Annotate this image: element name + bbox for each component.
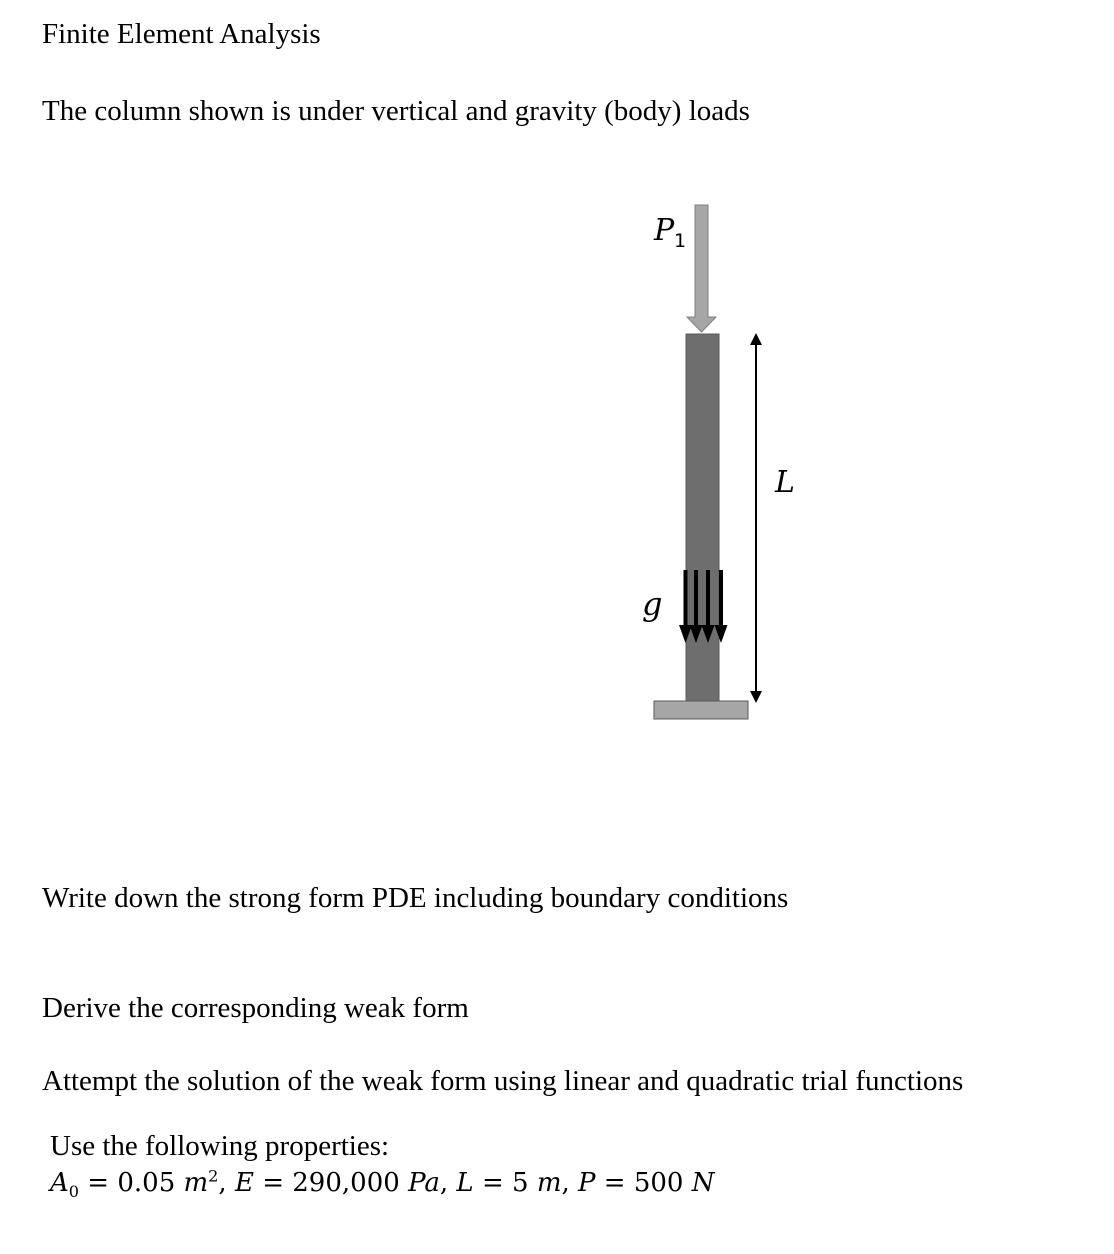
load-property: P = 500 N: [578, 1168, 715, 1198]
length-label: L: [775, 465, 795, 500]
properties-equation: [50, 1166, 715, 1200]
load-arrow-icon: [687, 205, 716, 332]
load-subscript: 1: [674, 230, 687, 252]
intro-text: The column shown is under vertical and gravity (body) loads: [42, 95, 750, 127]
load-label: P: [654, 213, 675, 248]
question-weak-form: Derive the corresponding weak form: [42, 992, 469, 1024]
properties-label: Use the following properties:: [50, 1130, 390, 1162]
gravity-label: g: [642, 585, 663, 623]
base-plate: [654, 701, 748, 719]
modulus-property: E = 290,000 Pa,: [234, 1168, 457, 1198]
question-strong-form: Write down the strong form PDE including boundary conditions: [42, 882, 789, 914]
length-dimension-icon: [750, 333, 762, 703]
column-bar: [686, 334, 719, 701]
column-figure: [600, 195, 820, 735]
question-trial-functions: Attempt the solution of the weak form using linear and quadratic trial functions: [42, 1065, 964, 1097]
area-property: $A_0 = 0.05$ $m^2$,: [50, 1166, 235, 1202]
page-title: Finite Element Analysis: [42, 18, 321, 50]
length-property: L = 5 m,: [456, 1168, 579, 1198]
